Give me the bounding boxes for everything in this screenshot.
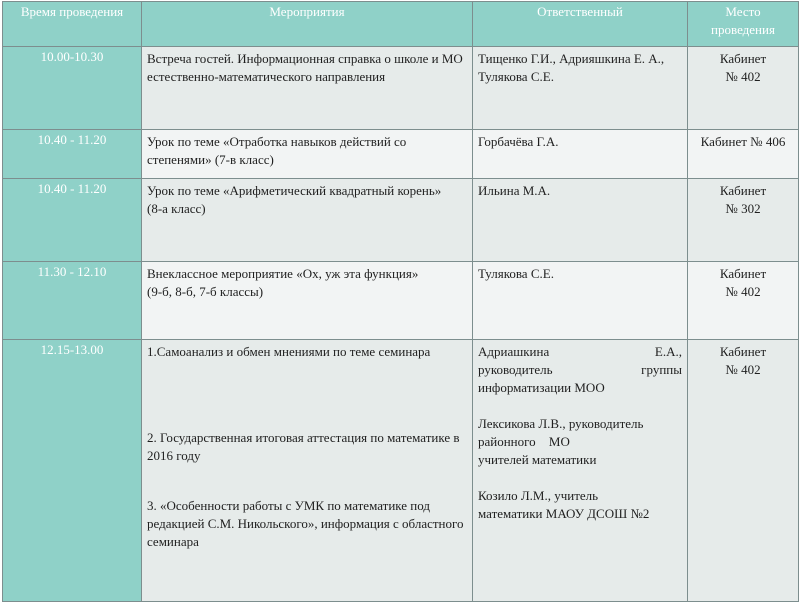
responsible-cell: Тулякова С.Е. (473, 262, 688, 340)
place-cell (688, 179, 799, 262)
responsible-cell: Ильина М.А. (473, 179, 688, 262)
place-line2: № 302 (725, 201, 761, 216)
event-item: 1.Самоанализ и обмен мнениями по теме семинара (147, 344, 431, 359)
time-cell: 10.40 - 11.20 (3, 179, 142, 262)
header-place-line1: Место (725, 4, 761, 19)
responsible-line: Козило Л.М., учитель (478, 488, 599, 503)
header-responsible: Ответственный (473, 2, 688, 47)
event-cell: Урок по теме «Отработка навыков действий со степенями» (7-в класс) (142, 130, 473, 179)
header-time: Время проведения (3, 2, 142, 47)
responsible-line: руководитель группы (478, 362, 682, 377)
responsible-cell: Тищенко Г.И., Адрияшкина Е. А., Тулякова С.Е. (473, 47, 688, 130)
event-line2: (9-б, 8-б, 7-б классы) (147, 284, 264, 299)
responsible-line: Адриашкина Е.А., (478, 344, 682, 359)
time-cell: 11.30 - 12.10 (3, 262, 142, 340)
place-cell (688, 47, 799, 130)
event-cell: Встреча гостей. Информационная справка о школе и МО естественно-математического направления (142, 47, 473, 130)
place-line2: № 402 (725, 69, 761, 84)
place-line1: Кабинет (719, 51, 767, 66)
place-line1: Кабинет (719, 344, 767, 359)
table-row (3, 130, 799, 179)
responsible-cell: Горбачёва Г.А. (473, 130, 688, 179)
responsible-cell (473, 340, 688, 602)
header-row (3, 2, 799, 47)
responsible-line: районного МО (478, 434, 570, 449)
event-line1: Внеклассное мероприятие «Ох, уж эта функция» (147, 266, 419, 281)
header-place (688, 2, 799, 47)
place-line2: № 402 (725, 362, 761, 377)
place-cell (688, 262, 799, 340)
place-cell (688, 130, 799, 179)
place-line1: Кабинет (719, 183, 767, 198)
event-item: 2. Государственная итоговая аттестация по математике в 2016 году (147, 430, 460, 463)
event-cell (142, 179, 473, 262)
responsible-line: информатизации МОО (478, 380, 605, 395)
place-line2: № 402 (725, 284, 761, 299)
event-cell (142, 340, 473, 602)
event-item: 3. «Особенности работы с УМК по математике под редакцией С.М. Никольского», информация с областного семинара (147, 498, 464, 549)
time-cell: 10.40 - 11.20 (3, 130, 142, 179)
event-line1: Урок по теме «Арифметический квадратный корень» (147, 183, 442, 198)
header-event: Мероприятия (142, 2, 473, 47)
table-row (3, 179, 799, 262)
responsible-line: математики МАОУ ДСОШ №2 (478, 506, 650, 521)
time-cell: 10.00-10.30 (3, 47, 142, 130)
event-cell (142, 262, 473, 340)
header-place-line2: проведения (711, 22, 775, 37)
event-line2: (8-а класс) (147, 201, 206, 216)
responsible-line: Лексикова Л.В., руководитель (478, 416, 644, 431)
table-row (3, 262, 799, 340)
responsible-line: учителей математики (478, 452, 597, 467)
time-cell: 12.15-13.00 (3, 340, 142, 602)
place-line1: Кабинет № 406 (700, 134, 786, 149)
schedule-table (2, 1, 799, 602)
place-line1: Кабинет (719, 266, 767, 281)
table-row (3, 47, 799, 130)
table-row (3, 340, 799, 602)
place-cell (688, 340, 799, 602)
